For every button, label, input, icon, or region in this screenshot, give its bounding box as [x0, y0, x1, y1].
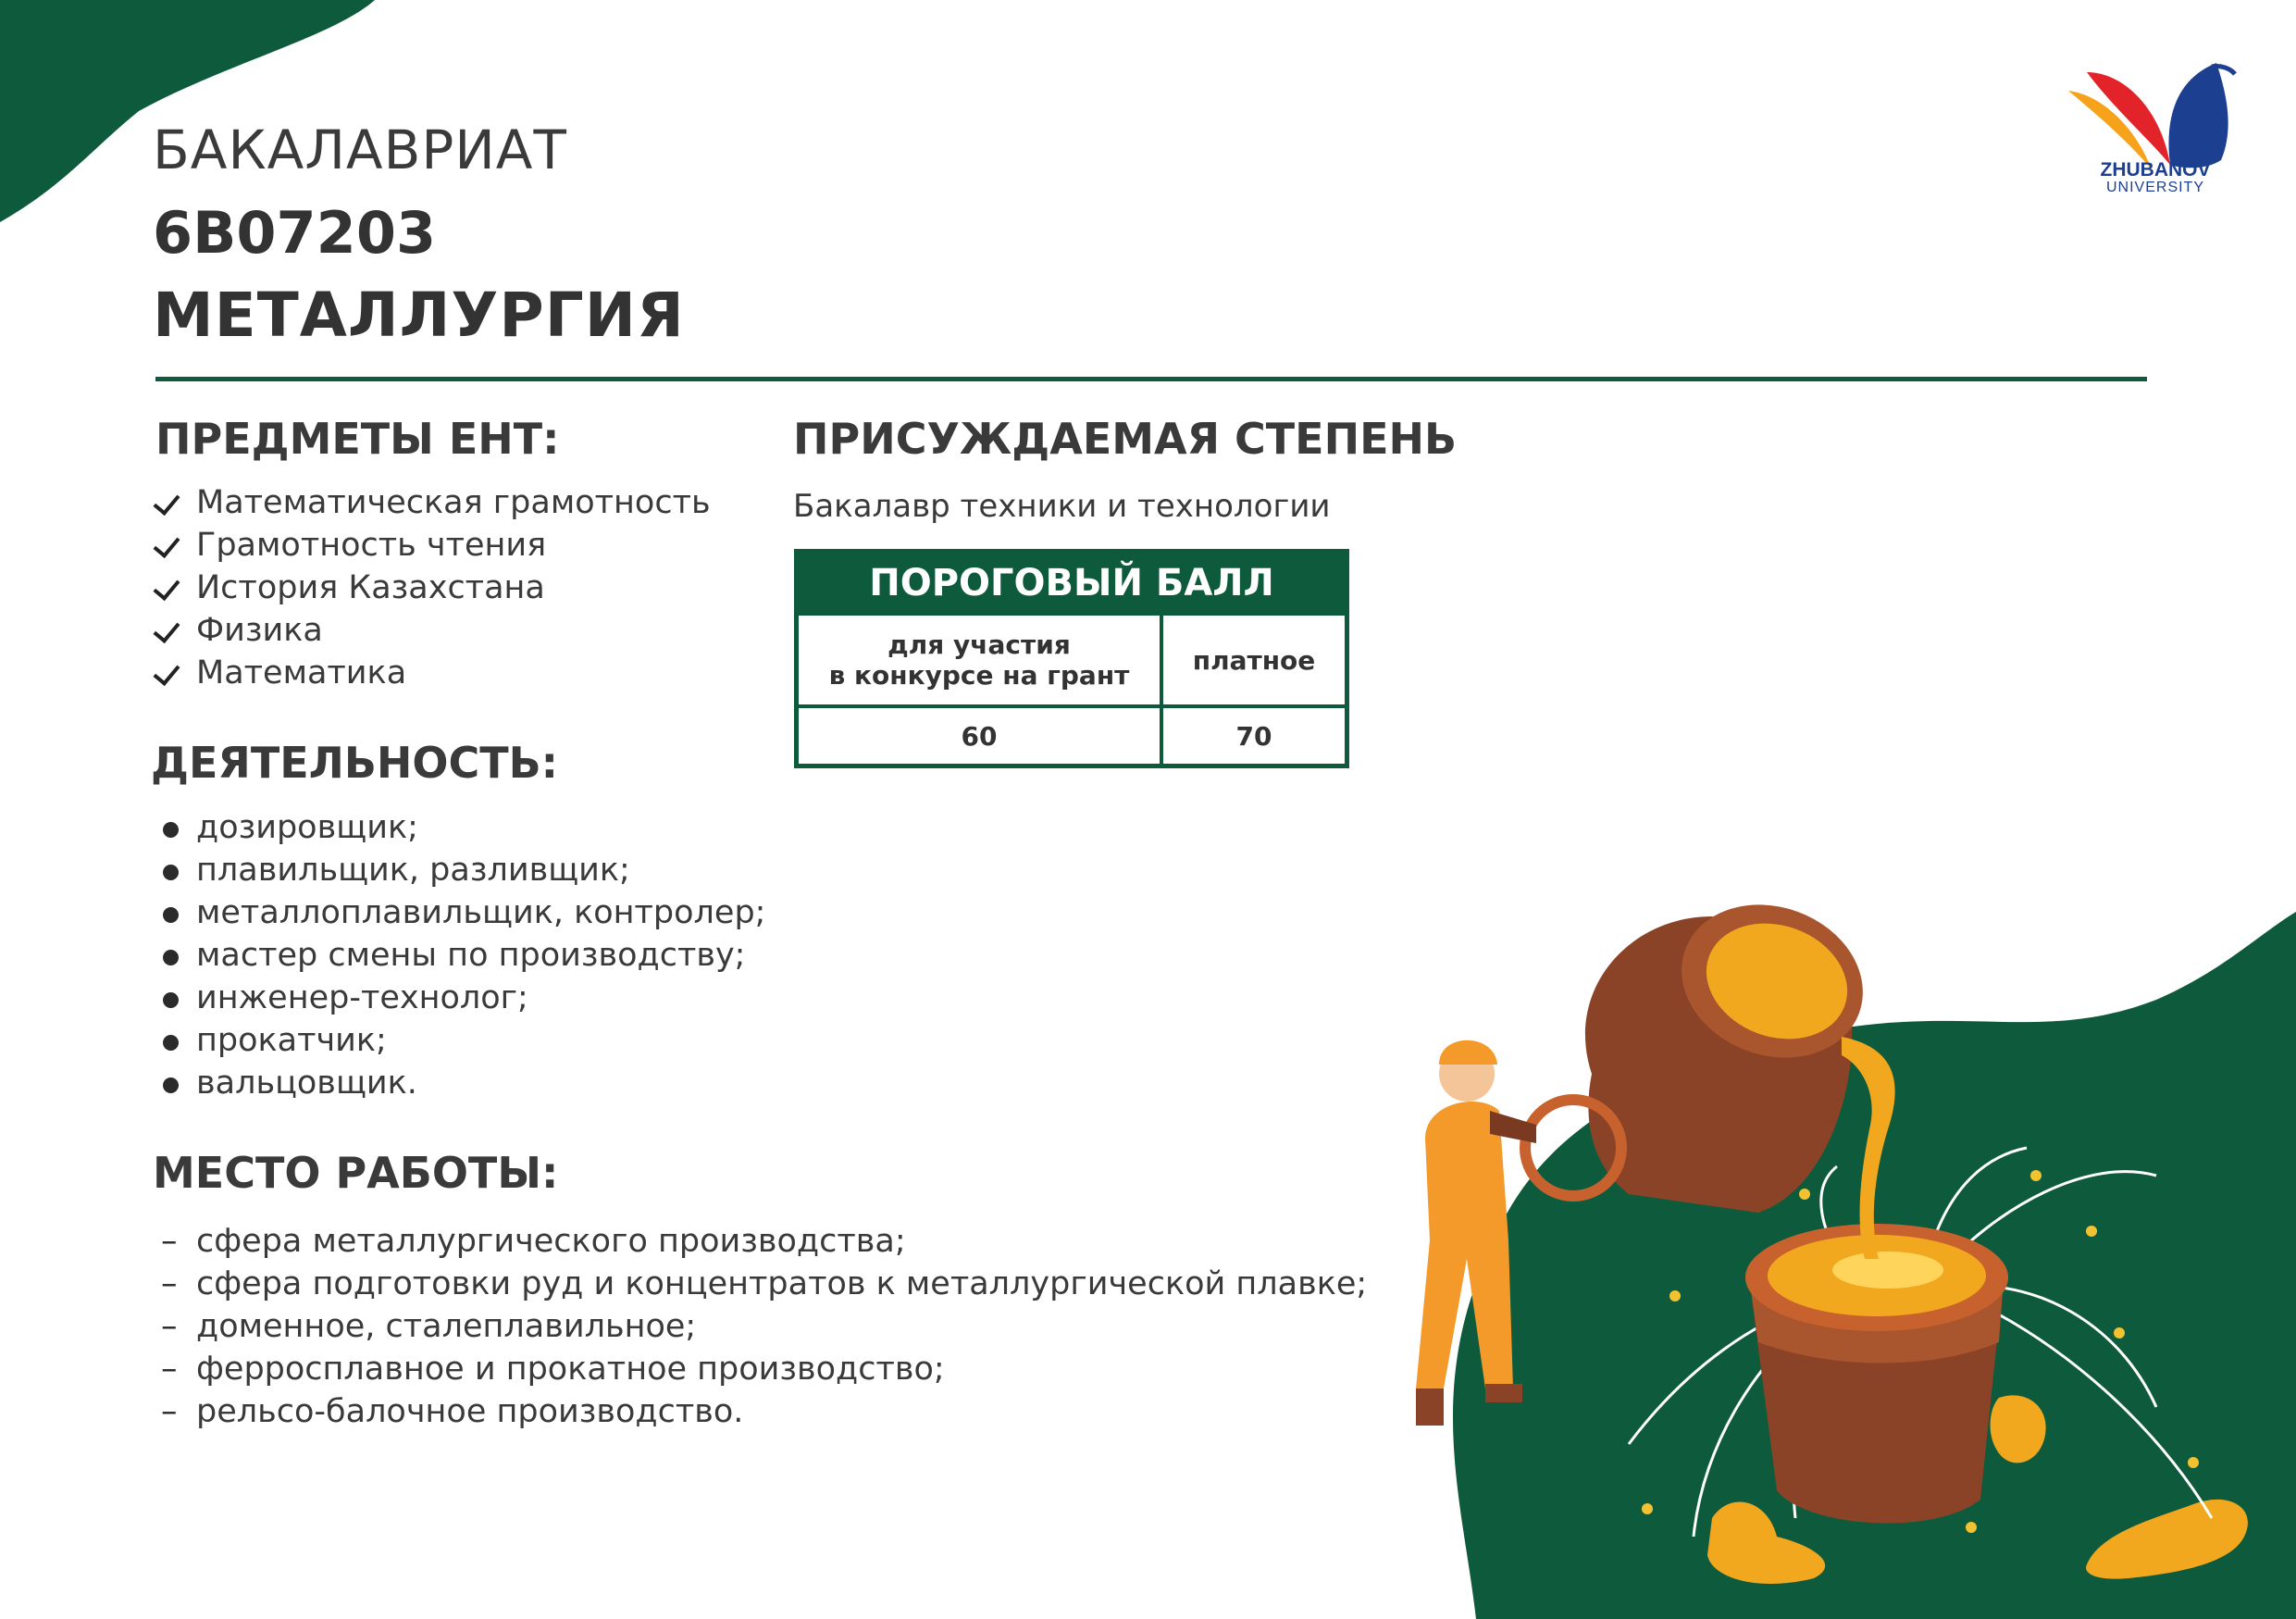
- dash-icon: –: [161, 1351, 178, 1388]
- list-item: Математическая грамотность: [155, 481, 711, 524]
- dash-icon: –: [161, 1223, 178, 1260]
- list-item: инженер-технолог;: [155, 977, 765, 1019]
- list-item: – рельсо-балочное производство.: [155, 1390, 1367, 1433]
- bullet-icon: [163, 822, 179, 838]
- list-item: – ферросплавное и прокатное производство;: [155, 1348, 1367, 1390]
- dash-icon: –: [161, 1393, 178, 1430]
- list-item: – сфера металлургического производства;: [155, 1220, 1367, 1263]
- check-icon: [154, 573, 180, 601]
- check-icon: [154, 658, 180, 686]
- activity-list: [155, 806, 765, 1104]
- threshold-table: [794, 549, 1349, 768]
- threshold-title: ПОРОГОВЫЙ БАЛЛ: [797, 552, 1347, 615]
- subjects-list: [155, 481, 711, 694]
- bullet-icon: [163, 1077, 179, 1093]
- degree-level: БАКАЛАВРИАТ: [153, 118, 567, 181]
- corner-blob: [0, 0, 375, 222]
- paid-score: 70: [1161, 706, 1347, 766]
- list-item: вальцовщик.: [155, 1062, 765, 1104]
- workplace-title: МЕСТО РАБОТЫ:: [153, 1148, 559, 1198]
- grant-column-header: для участия в конкурсе на грант: [797, 614, 1162, 706]
- list-item: металлоплавильщик, контролер;: [155, 891, 765, 934]
- list-item: История Казахстана: [155, 567, 711, 609]
- activity-title: ДЕЯТЕЛЬНОСТЬ:: [151, 738, 559, 788]
- list-item: – сфера подготовки руд и концентратов к металлургической плавке;: [155, 1263, 1367, 1305]
- list-item: дозировщик;: [155, 806, 765, 849]
- list-item: Физика: [155, 609, 711, 652]
- check-icon: [154, 616, 180, 643]
- grant-score: 60: [797, 706, 1162, 766]
- bullet-icon: [163, 1035, 179, 1051]
- list-item: плавильщик, разливщик;: [155, 849, 765, 891]
- paid-column-header: платное: [1161, 614, 1347, 706]
- bullet-icon: [163, 865, 179, 880]
- list-item: – доменное, сталеплавильное;: [155, 1305, 1367, 1348]
- list-item: мастер смены по производству;: [155, 934, 765, 977]
- list-item: прокатчик;: [155, 1019, 765, 1062]
- degree-text: Бакалавр техники и технологии: [793, 488, 1331, 525]
- header-divider: [155, 377, 2147, 381]
- list-item: Грамотность чтения: [155, 524, 711, 567]
- subjects-title: ПРЕДМЕТЫ ЕНТ:: [155, 414, 560, 464]
- workplace-list: [155, 1220, 1367, 1433]
- program-title: МЕТАЛЛУРГИЯ: [153, 280, 685, 351]
- bullet-icon: [163, 950, 179, 965]
- degree-title: ПРИСУЖДАЕМАЯ СТЕПЕНЬ: [793, 414, 1458, 464]
- bullet-icon: [163, 907, 179, 923]
- check-icon: [154, 530, 180, 558]
- list-item: Математика: [155, 652, 711, 694]
- program-code: 6В07203: [153, 199, 437, 267]
- logo-name: ZHUBANOV: [2100, 159, 2211, 181]
- dash-icon: –: [161, 1308, 178, 1345]
- check-icon: [154, 488, 180, 516]
- logo-subtitle: UNIVERSITY: [2105, 180, 2204, 195]
- bullet-icon: [163, 992, 179, 1008]
- dash-icon: –: [161, 1265, 178, 1302]
